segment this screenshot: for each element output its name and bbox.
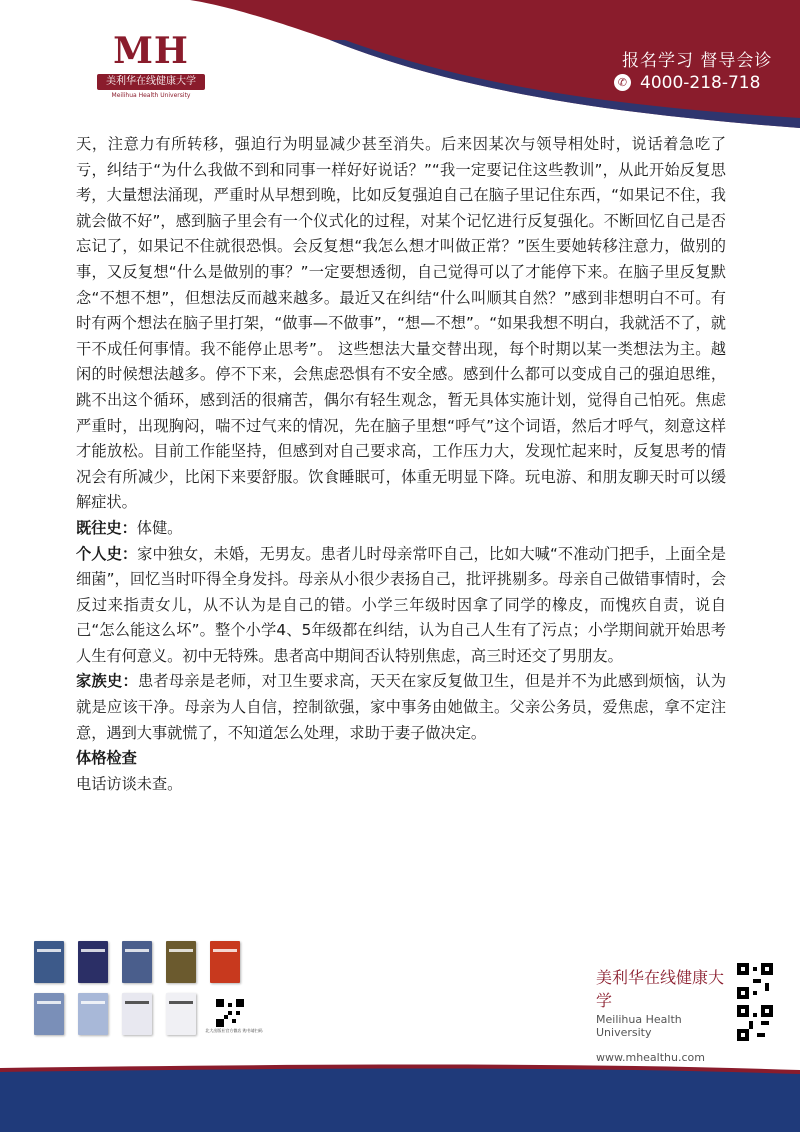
book-cover (34, 993, 64, 1035)
family-history-label: 家族史： (76, 672, 138, 691)
wechat-qr-code (737, 963, 773, 999)
page-header (0, 0, 800, 128)
logo (95, 20, 207, 116)
book-cover (34, 941, 64, 983)
footer-band (0, 1062, 800, 1132)
book-cover (78, 993, 108, 1035)
past-history-text: 体健。 (136, 518, 183, 537)
physical-exam-heading: 体格检查 (76, 749, 137, 768)
logo-mark: MH (113, 30, 189, 72)
book-covers (28, 935, 278, 1045)
header-phone: 4000-218-718 (640, 73, 761, 93)
book-cover (166, 941, 196, 983)
past-history-paragraph (76, 516, 726, 542)
history-paragraph: 天，注意力有所转移，强迫行为明显减少甚至消失。后来因某次与领导相处时，说话着急吃了亏，纠结于“为什么我做不到和同事一样好好说话？”“我一定要记住这些教训”，从此开始反复思考，大量想法涌现，严重时从早想到晚，比如反复强迫自己在脑子里记住东西，“如果记不住，我就会做不好”，感到脑子里会有一个仪式化的过程，对某个记忆进行反复强化。不断回忆自己是否忘记了，如果记不住就很恐惧。会反复想“我怎么想才叫做正常？”医生要她转移注意力，做别的事，又反复想“什么是做别的事？”一定要想透彻，自己觉得可以了才能停下来。在脑子里反复默念“不想不想”，但想法反而越来越多。最近又在纠结“什么叫顺其自然？”感到非想明白不可。有时有两个想法在脑子里打架，“做事—不做事”，“想—不想”。“如果我想不明白，我就活不了，就干不成任何事情。我不能停止思考”。 这些想法大量交替出现，每个时期以某一类想法为主。越闲的时候想法越多。停不下来，会焦虑恐惧有不安全感。感到什么都可以变成自己的强迫思维，跳不出这个循环，感到活的很痛苦，偶尔有轻生观念，暂无具体实施计划，觉得自己怕死。焦虑严重时，出现胸闷，喘不过气来的情况，先在脑子里想“呼气”这个词语，然后才呼气，刻意这样才能放松。目前工作能坚持，但感到对自己要求高，工作压力大，发现忙起来时，反复思考的情况会有所减少，比闲下来要舒服。饮食睡眠可，体重无明显下降。玩电游、和朋友聊天时可以缓解症状。 (76, 135, 726, 512)
past-history-label: 既往史： (76, 518, 137, 537)
book-cover (210, 941, 240, 983)
footer-brand-en: Meilihua Health University (596, 1013, 682, 1039)
book-cover (78, 941, 108, 983)
book-cover (122, 941, 152, 983)
personal-history-text: 家中独女，未婚，无男友。患者儿时母亲常吓自己，比如大喊“不准动门把手，上面全是细菌”，回忆当时吓得全身发抖。母亲从小很少表扬自己，批评挑剔多。母亲自己做错事情时，会反过来指责女儿，从不认为是自己的错。小学三年级时因拿了同学的橡皮，而愧疚自责，说自己“怎么能这么坏”。整个小学4、5年级都在纠结，认为自己人生有了污点；小学期间就开始思考人生有何意义。初中无特殊。患者高中期间否认特别焦虑，高三时还交了男朋友。 (76, 544, 726, 665)
book-cover (166, 993, 196, 1035)
footer-brand-cn: 美利华在线健康大学 (596, 968, 725, 1010)
website-qr-code (737, 1005, 773, 1041)
document-body (76, 132, 726, 797)
personal-history-label: 个人史： (76, 544, 138, 563)
bookstore-qr-caption: 北大出版社官方微店 购书请扫码 (205, 1028, 263, 1033)
logo-english-name: Meilihua Health University (111, 92, 191, 99)
personal-history-paragraph (76, 542, 726, 670)
header-tagline: 报名学习 督导会诊 (622, 51, 773, 71)
logo-banner: 美利华在线健康大学 (97, 74, 205, 90)
book-cover (122, 993, 152, 1035)
footer-website[interactable]: www.mhealthu.com (596, 1051, 705, 1064)
family-history-text: 患者母亲是老师，对卫生要求高，天天在家反复做卫生，但是并不为此感到烦恼，认为就是应该干净。母亲为人自信，控制欲强，家中事务由她做主。父亲公务员，爱焦虑，拿不定注意，遇到大事就慌了，不知道怎么处理，求助于妻子做决定。 (76, 672, 727, 742)
phone-icon: ✆ (614, 74, 631, 91)
physical-exam-text: 电话访谈未查。 (76, 774, 183, 793)
bookstore-qr-code (216, 999, 244, 1027)
family-history-paragraph (76, 669, 726, 746)
